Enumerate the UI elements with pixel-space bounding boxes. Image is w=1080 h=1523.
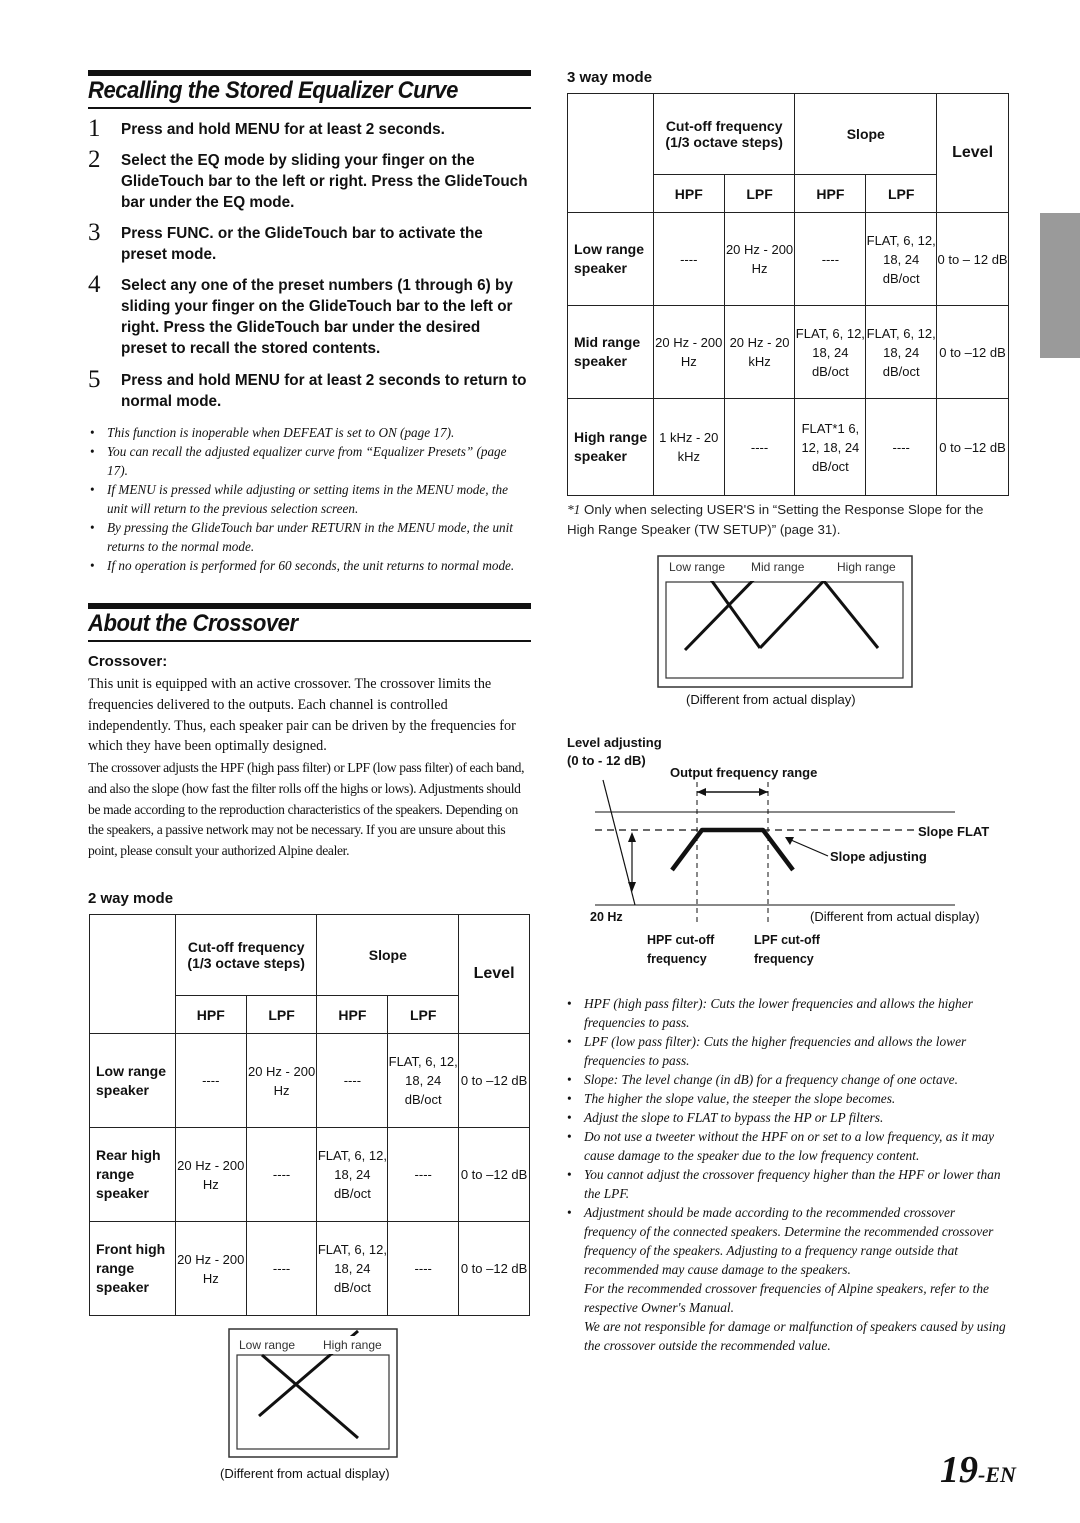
step-number: 5	[88, 366, 101, 393]
cutoff-sub-label: (1/3 octave steps)	[665, 134, 783, 150]
row-label: Front high range speaker	[90, 1222, 176, 1316]
slope-flat-label: Slope FLAT	[918, 824, 990, 839]
three-way-diagram-caption: (Different from actual display)	[686, 692, 856, 707]
two-way-table	[89, 914, 530, 1316]
cell: ----	[653, 213, 724, 306]
footnote-mark: *1	[567, 502, 581, 517]
two-way-diagram	[228, 1328, 398, 1458]
cutoff-sub-label: (1/3 octave steps)	[187, 955, 305, 971]
side-tab	[1040, 213, 1080, 358]
cell: ----	[317, 1034, 388, 1128]
cutoff-label: Cut-off frequency	[187, 939, 305, 955]
cell: ----	[724, 399, 795, 496]
note-item: • Do not use a tweeter without the HPF on or set to a low frequency, as it may cause damage to the speaker due to the low frequency content.	[565, 1127, 1007, 1165]
diagram-label: Low range	[239, 1338, 296, 1352]
slope-pointer-line	[791, 840, 828, 856]
table-row	[568, 399, 1009, 496]
table-row	[568, 213, 1009, 306]
crossover-para-2: The crossover adjusts the HPF (high pass filter) or LPF (low pass filter) of each band, and also the slope (how fast the filter rolls off the highs or lows). Adjustments should be made according to the reproduction characteristics of the speakers. Depending on the speakers, a passive network may not be necessary. If you are unsure about this point, please consult your authorized Alpine dealer.	[88, 760, 525, 859]
cell: ----	[175, 1034, 246, 1128]
corner-cell	[568, 94, 654, 213]
cell: 0 to – 12 dB	[937, 213, 1009, 306]
note-item: • HPF (high pass filter): Cuts the lower frequencies and allows the higher frequencies to pass.	[565, 994, 1007, 1032]
cutoff-label: Cut-off frequency	[665, 118, 783, 134]
output-range-label: Output frequency range	[670, 765, 818, 780]
note-item: • The higher the slope value, the steeper the slope becomes.	[565, 1089, 1007, 1108]
cell: ----	[866, 399, 937, 496]
cell: 1 kHz - 20 kHz	[653, 399, 724, 496]
section-rule	[88, 70, 531, 76]
cell: 0 to –12 dB	[937, 399, 1009, 496]
footnote-text: Only when selecting USER'S in “Setting the Response Slope for the High Range Speaker (TW SETUP)” (page 31).	[567, 502, 984, 537]
row-label: High range speaker	[568, 399, 654, 496]
note-item: • Adjustment should be made according to the recommended crossover frequency of the connected speakers. Determine the recommended crossover frequency of the speakers. Adjusting to a frequency range outside that recommended may cause damage to the speakers.	[565, 1203, 1007, 1279]
hpf-cutoff-text: HPF cut-off	[647, 933, 715, 947]
slope-header: Slope	[317, 915, 459, 996]
step-text: Press and hold MENU for at least 2 seconds.	[121, 121, 445, 138]
lpf-cutoff-label	[754, 931, 820, 969]
diagram-label: Low range	[669, 560, 726, 574]
hz20-label: 20 Hz	[590, 910, 623, 924]
step-text: Select any one of the preset numbers (1 through 6) by sliding your finger on the GlideTouch bar to the left or right. Press the GlideTouch bar under the desired preset to recall the stored contents.	[121, 277, 513, 357]
step-number: 2	[88, 146, 101, 173]
note-item: • You cannot adjust the crossover frequency higher than the HPF or lower than the LPF.	[565, 1165, 1007, 1203]
note-item: • Slope: The level change (in dB) for a frequency change of one octave.	[565, 1070, 1007, 1089]
step-text: Press and hold MENU for at least 2 seconds to return to normal mode.	[121, 372, 527, 410]
diagram-label: Mid range	[751, 560, 805, 574]
cell: 20 Hz - 200 Hz	[175, 1128, 246, 1222]
two-way-label: 2 way mode	[88, 890, 174, 907]
diagram-label: High range	[323, 1338, 382, 1352]
arrow-head	[697, 788, 706, 796]
freq-diagram-caption: (Different from actual display)	[810, 909, 980, 924]
arrow-head	[759, 788, 768, 796]
cell: 20 Hz - 200 Hz	[175, 1222, 246, 1316]
lpf-cutoff-text: LPF cut-off	[754, 933, 820, 947]
page-number-digits: 19	[940, 1449, 978, 1491]
corner-cell	[90, 915, 176, 1034]
level-header: Level	[459, 915, 530, 1034]
note-item: • If MENU is pressed while adjusting or setting items in the MENU mode, the unit will return to the previous selection screen.	[88, 480, 528, 518]
frequency-response-diagram	[580, 770, 1000, 930]
table-row	[90, 1034, 530, 1128]
row-label: Mid range speaker	[568, 306, 654, 399]
cell: ----	[388, 1222, 459, 1316]
cell: FLAT, 6, 12, 18, 24 dB/oct	[317, 1128, 388, 1222]
note-extra: For the recommended crossover frequencies of Alpine speakers, refer to the respective Owner's Manual.	[584, 1281, 989, 1315]
note-item: • By pressing the GlideTouch bar under RETURN in the MENU mode, the unit returns to the normal mode.	[88, 518, 528, 556]
cell: FLAT, 6, 12, 18, 24 dB/oct	[795, 306, 866, 399]
cell: ----	[388, 1128, 459, 1222]
three-way-diagram	[657, 555, 913, 688]
step-number: 1	[88, 115, 101, 142]
table-row	[90, 1222, 530, 1316]
step-4	[88, 271, 528, 359]
eq-section-title: Recalling the Stored Equalizer Curve	[88, 77, 458, 104]
page-number-suffix: -EN	[978, 1462, 1016, 1487]
cell: FLAT, 6, 12, 18, 24 dB/oct	[866, 213, 937, 306]
page-number	[940, 1448, 1016, 1492]
step-number: 4	[88, 271, 101, 298]
lpf-header: LPF	[246, 996, 317, 1034]
cell: 0 to –12 dB	[937, 306, 1009, 399]
section-underline	[88, 640, 531, 642]
cell: 20 Hz - 200 Hz	[724, 213, 795, 306]
step-3	[88, 219, 528, 265]
crossover-notes	[565, 994, 1007, 1355]
diagram-label: High range	[837, 560, 896, 574]
slope-adjusting-label: Slope adjusting	[830, 849, 927, 864]
note-extra: We are not responsible for damage or malfunction of speakers caused by using the crossover outside the recommended value.	[584, 1319, 1006, 1353]
hpf-header: HPF	[795, 175, 866, 213]
cell: 0 to –12 dB	[459, 1222, 530, 1316]
cell: ----	[795, 213, 866, 306]
cell: ----	[246, 1128, 317, 1222]
hpf-cutoff-label	[647, 931, 714, 969]
table-row	[90, 1128, 530, 1222]
cutoff-header	[653, 94, 795, 175]
response-curve	[672, 830, 793, 870]
section-rule	[88, 603, 531, 609]
cell: 20 Hz - 200 Hz	[246, 1034, 317, 1128]
row-label: Low range speaker	[568, 213, 654, 306]
cell: 20 Hz - 200 Hz	[653, 306, 724, 399]
three-way-footnote	[567, 500, 1007, 540]
note-item: • If no operation is performed for 60 seconds, the unit returns to normal mode.	[88, 556, 528, 575]
cutoff-header	[175, 915, 317, 996]
eq-notes	[88, 423, 528, 575]
level-header: Level	[937, 94, 1009, 213]
hpf-header: HPF	[317, 996, 388, 1034]
step-1	[88, 115, 528, 142]
cell: 20 Hz - 20 kHz	[724, 306, 795, 399]
table-row	[568, 306, 1009, 399]
row-label: Rear high range speaker	[90, 1128, 176, 1222]
slope-header: Slope	[795, 94, 937, 175]
lpf-header: LPF	[388, 996, 459, 1034]
cell: 0 to –12 dB	[459, 1034, 530, 1128]
lpf-cutoff-text: frequency	[754, 952, 814, 966]
hpf-cutoff-text: frequency	[647, 952, 707, 966]
arrow-head	[628, 882, 636, 892]
cell: 0 to –12 dB	[459, 1128, 530, 1222]
cell: ----	[246, 1222, 317, 1316]
hpf-header: HPF	[653, 175, 724, 213]
step-2	[88, 146, 528, 213]
crossover-section-title: About the Crossover	[88, 610, 298, 637]
three-way-table	[567, 93, 1009, 496]
step-text: Select the EQ mode by sliding your finger on the GlideTouch bar to the left or right. Press the GlideTouch bar under the EQ mode.	[121, 152, 528, 211]
cell: FLAT, 6, 12, 18, 24 dB/oct	[388, 1034, 459, 1128]
note-item: • This function is inoperable when DEFEAT is set to ON (page 17).	[88, 423, 528, 442]
note-item: • LPF (low pass filter): Cuts the higher frequencies and allows the lower frequencies to pass.	[565, 1032, 1007, 1070]
note-item: • Adjust the slope to FLAT to bypass the HP or LP filters.	[565, 1108, 1007, 1127]
note-item: • You can recall the adjusted equalizer curve from “Equalizer Presets” (page 17).	[88, 442, 528, 480]
lpf-header: LPF	[724, 175, 795, 213]
step-5	[88, 366, 528, 412]
cell: FLAT, 6, 12, 18, 24 dB/oct	[317, 1222, 388, 1316]
two-way-diagram-caption: (Different from actual display)	[220, 1466, 390, 1481]
three-way-label: 3 way mode	[567, 69, 653, 86]
row-label: Low range speaker	[90, 1034, 176, 1128]
level-range-label: (0 to - 12 dB)	[567, 753, 646, 768]
hpf-header: HPF	[175, 996, 246, 1034]
crossover-subhead: Crossover:	[88, 653, 168, 670]
crossover-para-1: This unit is equipped with an active crossover. The crossover limits the frequencies delivered to the outputs. Each channel is controlled independently. Thus, each speaker pair can be driven by the frequencies for which they have been optimally designed.	[88, 676, 516, 755]
step-number: 3	[88, 219, 101, 246]
section-underline	[88, 107, 531, 109]
cell: FLAT, 6, 12, 18, 24 dB/oct	[866, 306, 937, 399]
lpf-header: LPF	[866, 175, 937, 213]
arrow-head	[628, 832, 636, 842]
level-adjusting-label: Level adjusting	[567, 735, 662, 750]
cell: FLAT*1 6, 12, 18, 24 dB/oct	[795, 399, 866, 496]
step-text: Press FUNC. or the GlideTouch bar to activate the preset mode.	[121, 225, 483, 263]
